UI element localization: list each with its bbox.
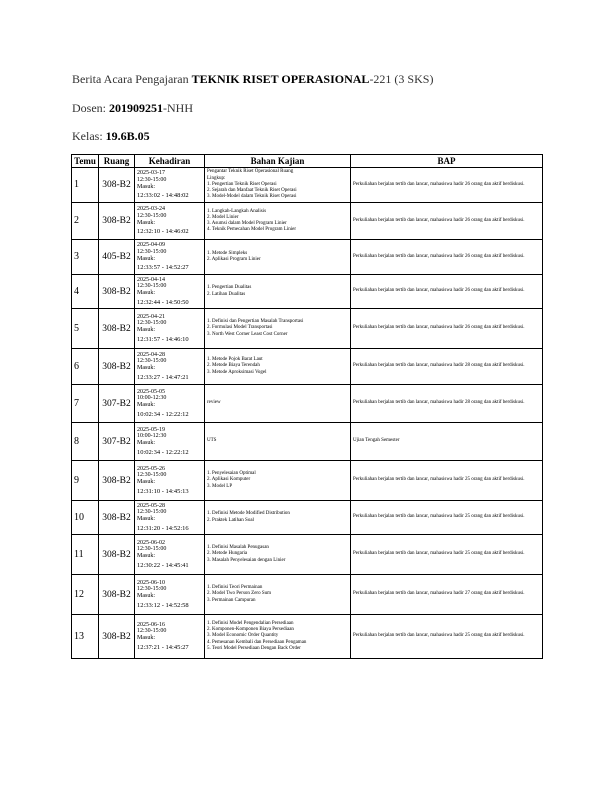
bap-cell: Perkuliahan berjalan tertib dan lancar, mahasiswa hadir 26 orang dan aktif berdiskusi. [351, 275, 543, 309]
kehadiran-cell [135, 575, 205, 615]
kehadiran-cell [135, 461, 205, 501]
page-title: Berita Acara Pengajaran TEKNIK RISET OPERASIONAL-221 (3 SKS) [72, 72, 434, 86]
bap-cell: Perkuliahan berjalan tertib dan lancar, mahasiswa hadir 25 orang dan aktif berdiskusi. [351, 615, 543, 659]
session-date: 2025-03-24 [137, 206, 165, 213]
ruang-cell: 308-B2 [99, 203, 135, 240]
kehadiran-cell [135, 203, 205, 240]
bahan-line: 1. Langkah-Langkah Analisis [207, 208, 267, 214]
session-time: 12:30-15:00 [137, 509, 167, 516]
bahan-kajian-cell [205, 203, 351, 240]
bahan-line: 1. Definisi Model Pengendalian Persediaan [207, 620, 294, 626]
header-temu: Temu [72, 155, 99, 168]
bahan-kajian-cell [205, 349, 351, 385]
lecturer-line: Dosen: 201909251-NHH [72, 101, 193, 115]
bahan-line: 3. Model LP [207, 483, 233, 489]
bahan-line: 2. Sejarah dan Manfaat Teknik Riset Operasi [207, 188, 297, 194]
session-date: 2025-06-10 [137, 579, 165, 586]
bahan-line: 2. Metode Biaya Terendah [207, 363, 260, 369]
session-date: 2025-04-21 [137, 313, 165, 320]
bahan-kajian-cell [205, 461, 351, 501]
attendance-range: 12:31:10 - 14:45:13 [137, 487, 189, 495]
ruang-cell: 308-B2 [99, 349, 135, 385]
table-row [72, 501, 543, 535]
session-date: 2025-05-26 [137, 465, 165, 472]
attendance-range: 12:31:57 - 14:46:10 [137, 335, 189, 343]
bahan-kajian-cell [205, 615, 351, 659]
masuk-label: Masuk: [137, 183, 155, 190]
temu-cell: 12 [72, 575, 99, 615]
table-header-row [72, 155, 543, 168]
session-time: 10:00-12:30 [137, 395, 167, 402]
bap-cell: Perkuliahan berjalan tertib dan lancar, mahasiswa hadir 27 orang dan aktif berdiskusi. [351, 575, 543, 615]
bahan-line: 2. Model Two Person Zero Sum [207, 591, 271, 597]
bahan-line: 3. Model Economic Order Quantity [207, 633, 279, 639]
bahan-line: 2. Metode Hungaria [207, 551, 248, 557]
bahan-line: 1. Pengertian Teknik Riset Operasi [207, 181, 277, 187]
temu-cell: 3 [72, 240, 99, 275]
attendance-range: 10:02:34 - 12:22:12 [137, 448, 189, 456]
attendance-range: 12:33:27 - 14:47:21 [137, 373, 189, 381]
attendance-range: 12:31:20 - 14:52:16 [137, 524, 189, 532]
temu-cell: 1 [72, 168, 99, 203]
bap-cell: Perkuliahan berjalan tertib dan lancar, mahasiswa hadir 26 orang dan aktif berdiskusi. [351, 203, 543, 240]
bahan-line: 3. Masalah Penyelesaian dengan Linier [207, 557, 286, 563]
bahan-kajian-cell [205, 275, 351, 309]
bahan-kajian-cell [205, 168, 351, 203]
header-bap: BAP [351, 155, 543, 168]
bahan-line: 3. Metode Aproksimasi Vogel [207, 369, 267, 375]
temu-cell: 8 [72, 423, 99, 461]
session-time: 12:30-15:00 [137, 212, 167, 219]
bap-cell: Perkuliahan berjalan tertib dan lancar, mahasiswa hadir 26 orang dan aktif berdiskusi. [351, 240, 543, 275]
bahan-kajian-cell [205, 240, 351, 275]
masuk-label: Masuk: [137, 255, 155, 262]
kehadiran-cell [135, 349, 205, 385]
bahan-line: 3. North West Corner Least Cost Corner [207, 331, 288, 337]
bap-cell: Perkuliahan berjalan tertib dan lancar, mahasiswa hadir 25 orang dan aktif berdiskusi. [351, 501, 543, 535]
kehadiran-cell [135, 275, 205, 309]
course-name: TEKNIK RISET OPERASIONAL [191, 72, 370, 86]
bahan-line: 3. Model-Model dalam Teknik Riset Operasi [207, 194, 297, 200]
table-row [72, 240, 543, 275]
ruang-cell: 405-B2 [99, 240, 135, 275]
bahan-line: 4. Pemesanan Kembali dan Persediaan Pengaman [207, 639, 307, 645]
class-line: Kelas: 19.6B.05 [72, 129, 150, 143]
session-time: 12:30-15:00 [137, 546, 167, 553]
temu-cell: 4 [72, 275, 99, 309]
attendance-range: 12:32:10 - 14:46:02 [137, 228, 189, 236]
attendance-range: 12:32:44 - 14:50:50 [137, 298, 189, 306]
bahan-line: 2. Model Linier [207, 214, 239, 220]
bahan-line: 2. Praktek Latihan Soal [207, 517, 254, 523]
bahan-kajian-cell [205, 535, 351, 575]
ruang-cell: 307-B2 [99, 423, 135, 461]
session-date: 2025-04-09 [137, 242, 165, 249]
bahan-line: Pengantar Teknik Riset Operasional Ruang [207, 169, 294, 175]
header-ruang: Ruang [99, 155, 135, 168]
table-row [72, 535, 543, 575]
bahan-line: 1. Definisi dan Pengertian Masalah Transportasi [207, 319, 304, 325]
header-kehadiran: Kehadiran [135, 155, 205, 168]
attendance-range: 12:33:57 - 14:52:27 [137, 264, 189, 272]
session-time: 12:30-15:00 [137, 283, 167, 290]
bahan-line: UTS [207, 438, 217, 444]
bahan-line: 1. Penyelesaian Optimal [207, 471, 256, 477]
session-date: 2025-04-28 [137, 351, 165, 358]
bahan-line: Lingkup: [207, 175, 226, 181]
session-date: 2025-04-14 [137, 276, 165, 283]
temu-cell: 7 [72, 385, 99, 423]
bahan-line: 4. Teknik Pemecahan Model Program Linier [207, 227, 296, 233]
masuk-label: Masuk: [137, 219, 155, 226]
session-time: 12:30-15:00 [137, 586, 167, 593]
table-row [72, 168, 543, 203]
session-time: 12:30-15:00 [137, 628, 167, 635]
session-date: 2025-05-19 [137, 426, 165, 433]
bahan-line: review [207, 400, 221, 406]
temu-cell: 10 [72, 501, 99, 535]
bahan-line: 3. Permainan Campuran [207, 597, 256, 603]
table-row [72, 203, 543, 240]
attendance-range: 12:33:12 - 14:52:58 [137, 601, 189, 609]
attendance-range: 12:33:02 - 14:48:02 [137, 192, 189, 200]
session-time: 12:30-15:00 [137, 320, 167, 327]
table-row [72, 309, 543, 349]
bahan-line: 2. Aplikasi Program Linier [207, 257, 261, 262]
kehadiran-cell [135, 168, 205, 203]
bahan-line: 1. Definisi Metode Modified Distribution [207, 511, 290, 517]
bahan-line: 2. Komponen-Komponen Biaya Persediaan [207, 627, 294, 633]
table-row [72, 615, 543, 659]
bahan-kajian-cell [205, 423, 351, 461]
class-code: 19.6B.05 [105, 129, 150, 143]
bahan-line: 1. Definisi Masalah Penugasan [207, 545, 269, 551]
session-time: 12:30-15:00 [137, 358, 167, 365]
bahan-line: 2. Aplikasi Komputer [207, 477, 251, 483]
temu-cell: 2 [72, 203, 99, 240]
session-date: 2025-05-28 [137, 502, 165, 509]
ruang-cell: 307-B2 [99, 385, 135, 423]
attendance-range: 12:37:21 - 14:45:27 [137, 643, 189, 651]
kehadiran-cell [135, 535, 205, 575]
bahan-kajian-cell [205, 385, 351, 423]
masuk-label: Masuk: [137, 440, 155, 446]
kehadiran-cell [135, 309, 205, 349]
bap-cell: Ujian Tengah Semester [351, 423, 543, 461]
ruang-cell: 308-B2 [99, 309, 135, 349]
masuk-label: Masuk: [137, 516, 155, 522]
bap-cell: Perkuliahan berjalan tertib dan lancar, mahasiswa hadir 26 orang dan aktif berdiskusi. [351, 309, 543, 349]
masuk-label: Masuk: [137, 479, 155, 485]
kehadiran-cell [135, 501, 205, 535]
bahan-line: 1. Pengertian Dualitas [207, 285, 252, 291]
ruang-cell: 308-B2 [99, 575, 135, 615]
temu-cell: 5 [72, 309, 99, 349]
session-date: 2025-03-17 [137, 170, 165, 177]
kehadiran-cell [135, 385, 205, 423]
session-time: 12:30-15:00 [137, 472, 167, 479]
session-date: 2025-06-02 [137, 539, 165, 546]
bap-cell: Perkuliahan berjalan tertib dan lancar, mahasiswa hadir 28 orang dan aktif berdiskusi. [351, 385, 543, 423]
attendance-range: 10:02:34 - 12:22:12 [137, 410, 189, 418]
kehadiran-cell [135, 423, 205, 461]
kehadiran-cell [135, 615, 205, 659]
ruang-cell: 308-B2 [99, 535, 135, 575]
table-row [72, 575, 543, 615]
teaching-record-table [71, 154, 543, 659]
ruang-cell: 308-B2 [99, 168, 135, 203]
bahan-line: 2. Latihan Dualitas [207, 291, 246, 297]
bahan-line: 5. Teori Model Persediaan Dengan Back Order [207, 645, 301, 651]
masuk-label: Masuk: [137, 290, 155, 296]
temu-cell: 6 [72, 349, 99, 385]
table-row [72, 423, 543, 461]
bahan-line: 3. Asumsi dalam Model Program Linier [207, 221, 287, 226]
masuk-label: Masuk: [137, 593, 155, 599]
temu-cell: 13 [72, 615, 99, 659]
bap-cell: Perkuliahan berjalan tertib dan lancar, mahasiswa hadir 25 orang dan aktif berdiskusi. [351, 535, 543, 575]
ruang-cell: 308-B2 [99, 461, 135, 501]
masuk-label: Masuk: [137, 365, 155, 371]
masuk-label: Masuk: [137, 635, 155, 641]
bap-cell: Perkuliahan berjalan tertib dan lancar, mahasiswa hadir 26 orang dan aktif berdiskusi. [351, 168, 543, 203]
table-row [72, 275, 543, 309]
masuk-label: Masuk: [137, 553, 155, 559]
temu-cell: 9 [72, 461, 99, 501]
bahan-kajian-cell [205, 575, 351, 615]
session-date: 2025-06-16 [137, 621, 165, 628]
bap-cell: Perkuliahan berjalan tertib dan lancar, mahasiswa hadir 25 orang dan aktif berdiskusi. [351, 461, 543, 501]
temu-cell: 11 [72, 535, 99, 575]
session-time: 12:30-15:00 [137, 248, 167, 255]
ruang-cell: 308-B2 [99, 501, 135, 535]
session-time: 12:30-15:00 [137, 176, 167, 183]
bap-cell: Perkuliahan berjalan tertib dan lancar, mahasiswa hadir 28 orang dan aktif berdiskusi. [351, 349, 543, 385]
attendance-range: 12:30:22 - 14:45:41 [137, 561, 189, 569]
session-time: 10:00-12:30 [137, 433, 167, 440]
lecturer-code: 201909251 [109, 101, 163, 115]
table-row [72, 461, 543, 501]
session-date: 2025-05-05 [137, 388, 165, 395]
bahan-line: 1. Metode Simpleks [207, 250, 248, 256]
table-row [72, 385, 543, 423]
bahan-line: 1. Metode Pojok Barat Laut [207, 357, 263, 363]
masuk-label: Masuk: [137, 402, 155, 408]
bahan-kajian-cell [205, 501, 351, 535]
header-bahan-kajian: Bahan Kajian [205, 155, 351, 168]
table-row [72, 349, 543, 385]
bahan-kajian-cell [205, 309, 351, 349]
ruang-cell: 308-B2 [99, 275, 135, 309]
kehadiran-cell [135, 240, 205, 275]
bahan-line: 2. Formulasi Model Transportasi [207, 325, 273, 331]
masuk-label: Masuk: [137, 327, 155, 333]
ruang-cell: 308-B2 [99, 615, 135, 659]
bahan-line: 1. Definisi Teori Permainan [207, 585, 263, 591]
